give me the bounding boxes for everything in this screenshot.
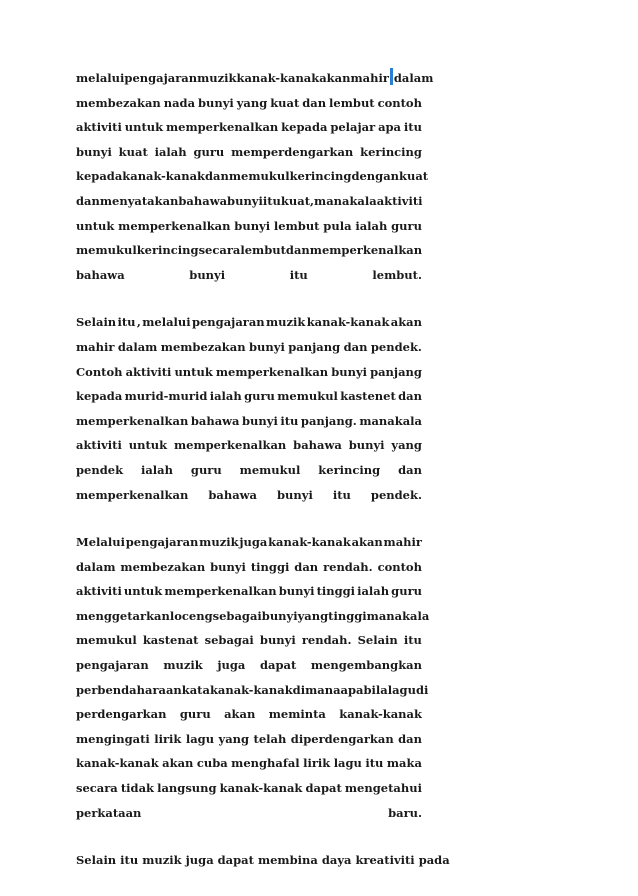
- word: yang: [391, 438, 422, 453]
- word: kerincing: [318, 462, 381, 477]
- word: guru: [391, 218, 422, 233]
- word: aktiviti: [376, 193, 423, 208]
- word: loceng: [169, 608, 213, 623]
- word: dapat: [217, 853, 254, 868]
- word: pelajar: [330, 120, 376, 135]
- word: kuat: [399, 169, 429, 184]
- text-line: [76, 360, 422, 385]
- word: kreativiti: [355, 853, 415, 868]
- word: kanak-kanak: [268, 535, 351, 550]
- word: Selain: [357, 633, 398, 648]
- word: pula: [323, 218, 352, 233]
- word: tinggi: [328, 608, 367, 623]
- word: juga: [217, 658, 246, 673]
- word: dapat: [305, 781, 342, 796]
- word: ialah: [140, 462, 173, 477]
- word: bunyi: [259, 633, 296, 648]
- word: kuat,: [280, 193, 315, 208]
- word: akan: [224, 707, 256, 722]
- word: yang: [297, 608, 329, 623]
- word: Selain: [76, 853, 117, 868]
- word: bahawa: [208, 487, 257, 502]
- word: akan: [351, 535, 383, 550]
- word: memukul: [239, 462, 301, 477]
- word: secara: [76, 781, 118, 796]
- word: perdengarkan: [76, 707, 167, 722]
- word: Selain: [76, 315, 117, 330]
- word: pengajaran: [125, 535, 199, 550]
- word: bunyi: [278, 584, 315, 599]
- word: memukul: [277, 389, 338, 404]
- word: untuk: [76, 218, 115, 233]
- word: contoh: [377, 559, 422, 574]
- word: dan: [285, 243, 310, 258]
- word: rendah.: [323, 559, 373, 574]
- text-line: [76, 214, 422, 239]
- word: manakala: [314, 193, 377, 208]
- word: mengingati: [76, 731, 150, 746]
- word: mahir: [76, 339, 115, 354]
- word: pendek.: [370, 339, 422, 354]
- word: Contoh: [76, 364, 123, 379]
- word: bunyi: [234, 218, 271, 233]
- word: pendek: [76, 462, 124, 477]
- word: lagu: [387, 682, 416, 697]
- word: itu: [117, 315, 136, 330]
- word: rendah.: [301, 633, 352, 648]
- word: manakala: [366, 608, 430, 623]
- word: dan: [398, 462, 422, 477]
- word: ialah: [355, 218, 388, 233]
- word: muzik: [265, 315, 306, 330]
- word: kastenat: [142, 633, 199, 648]
- word: daya: [321, 853, 352, 868]
- text-line: [76, 628, 422, 653]
- word: menghafal: [231, 756, 300, 771]
- word: memperkenalkan: [76, 487, 189, 502]
- word: pengajaran: [191, 315, 265, 330]
- word: lembut: [240, 243, 286, 258]
- word: membezakan: [160, 339, 246, 354]
- word: memukul: [76, 633, 137, 648]
- word: yang: [218, 731, 250, 746]
- word: pendek.: [370, 487, 422, 502]
- word: membezakan: [120, 559, 206, 574]
- word: dapat: [260, 658, 297, 673]
- word: memukul: [76, 243, 137, 258]
- word: kastenet: [340, 389, 396, 404]
- word: untuk: [128, 438, 168, 453]
- word: manakala: [359, 413, 422, 428]
- word: telah: [253, 731, 287, 746]
- word: bunyi: [76, 144, 112, 159]
- word: itu: [403, 120, 422, 135]
- word: Melalui: [76, 535, 125, 550]
- word: baru.: [388, 805, 422, 820]
- word: dan: [205, 169, 229, 184]
- word: akan: [319, 71, 351, 85]
- word: dan: [343, 339, 368, 354]
- word: bahawa: [178, 193, 228, 208]
- word: juga: [185, 853, 214, 868]
- word: memperkenalkan: [164, 584, 277, 599]
- word: itu: [120, 853, 139, 868]
- word: kuat: [118, 144, 148, 159]
- word: kuat: [270, 95, 300, 110]
- text-line: [76, 384, 422, 409]
- word: kerincing: [136, 243, 199, 258]
- word: meminta: [268, 707, 326, 722]
- text-line: [76, 140, 422, 165]
- word: ialah: [154, 144, 187, 159]
- word: memperkenalkan: [173, 438, 287, 453]
- text-line: [76, 433, 422, 458]
- word: itu: [280, 413, 299, 428]
- word: memperdengarkan: [231, 144, 354, 159]
- paragraph-1: [76, 66, 434, 287]
- text-line: [76, 115, 422, 140]
- word: aktiviti: [76, 584, 122, 599]
- word: menggetarkan: [76, 608, 170, 623]
- word: memukul: [228, 169, 290, 184]
- word: di: [292, 682, 306, 697]
- word: membezakan: [76, 95, 161, 110]
- word: kanak-kanak: [219, 781, 303, 796]
- word: dalam: [76, 559, 116, 574]
- word: menyatakan: [99, 193, 179, 208]
- text-line: [76, 555, 422, 580]
- text-line: [76, 310, 422, 335]
- word: kepada: [281, 120, 328, 135]
- word: bunyi: [331, 364, 368, 379]
- text-line: [76, 91, 422, 116]
- word: melalui: [142, 315, 191, 330]
- word: lagu: [333, 756, 362, 771]
- text-line: [76, 409, 422, 434]
- word: mahir: [383, 535, 422, 550]
- word: kepada: [76, 169, 123, 184]
- word: bunyi: [261, 608, 298, 623]
- word: guru: [244, 389, 275, 404]
- text-line: [76, 238, 422, 263]
- text-line: [76, 702, 422, 727]
- word: panjang: [370, 364, 422, 379]
- word: lembut: [329, 95, 375, 110]
- word: dan: [398, 389, 422, 404]
- word: akan: [162, 756, 194, 771]
- word: itu: [262, 193, 281, 208]
- word: kanak-kanak: [306, 315, 390, 330]
- word: itu: [289, 267, 308, 282]
- word: secara: [198, 243, 241, 258]
- paragraph-4: [76, 848, 450, 873]
- text-line: [76, 458, 422, 483]
- word: ialah: [357, 584, 390, 599]
- word: bunyi: [348, 438, 385, 453]
- word: guru: [179, 707, 211, 722]
- text-line: [76, 653, 422, 678]
- text-line: [76, 678, 429, 703]
- word: melalui: [76, 71, 125, 85]
- word: kerincing: [360, 144, 422, 159]
- word: maka: [386, 756, 422, 771]
- word: kepada: [76, 389, 123, 404]
- word: sebagai: [212, 608, 262, 623]
- word: perbendaharaan: [76, 682, 182, 697]
- word: sebagai: [204, 633, 254, 648]
- word: murid-murid: [124, 389, 208, 404]
- word: bahawa: [190, 413, 240, 428]
- word: akan: [390, 315, 422, 330]
- word: dan: [398, 731, 422, 746]
- word: apa: [378, 120, 402, 135]
- text-line: [76, 604, 430, 629]
- word: guru: [391, 584, 422, 599]
- word: nada: [163, 95, 196, 110]
- word: memperkenalkan: [165, 120, 279, 135]
- text-line: [76, 335, 422, 360]
- text-line: [76, 776, 422, 801]
- word: lembut.: [372, 267, 422, 282]
- word: itu: [332, 487, 351, 502]
- text-line: [76, 801, 422, 826]
- word: contoh: [377, 95, 422, 110]
- text-line: [76, 189, 422, 214]
- word: pengajaran: [76, 658, 149, 673]
- word: dan: [302, 95, 327, 110]
- word: bunyi: [277, 487, 313, 502]
- word: membina: [257, 853, 318, 868]
- word: kata: [181, 682, 210, 697]
- word: perkataan: [76, 805, 142, 820]
- word: diperdengarkan: [290, 731, 394, 746]
- paragraph-3: [76, 530, 430, 825]
- word: lirik: [303, 756, 331, 771]
- word: kanak-kanak: [209, 682, 293, 697]
- word: lirik: [154, 731, 182, 746]
- word: aktiviti: [76, 438, 122, 453]
- text-line: [76, 727, 422, 752]
- word: langsung: [157, 781, 217, 796]
- word: untuk: [174, 364, 213, 379]
- text-line: [76, 848, 450, 873]
- word: bunyi: [197, 95, 234, 110]
- word: bunyi: [189, 267, 226, 282]
- word: kerincing: [289, 169, 352, 184]
- text-line: [76, 579, 422, 604]
- word: mengembangkan: [310, 658, 422, 673]
- word: untuk: [123, 584, 163, 599]
- word: aktiviti: [125, 364, 172, 379]
- word: panjang.: [300, 413, 357, 428]
- text-line: [76, 263, 422, 288]
- word: dan: [294, 559, 319, 574]
- word: kanak-kanak: [339, 707, 422, 722]
- word: bahawa: [293, 438, 342, 453]
- text-line: [76, 751, 422, 776]
- word: dengan: [351, 169, 400, 184]
- word: kanak-kanak: [122, 169, 205, 184]
- text-line: [76, 164, 429, 189]
- word: mahir: [350, 66, 393, 91]
- word: guru: [193, 144, 225, 159]
- word: itu: [365, 756, 384, 771]
- word: mengetahui: [344, 781, 422, 796]
- word: bunyi: [210, 559, 246, 574]
- word: muzik: [199, 535, 239, 550]
- word: bunyi: [227, 193, 263, 208]
- word: tinggi: [250, 559, 290, 574]
- word: muzik: [197, 71, 237, 85]
- word: dalam: [393, 71, 434, 85]
- text-line: [76, 530, 422, 555]
- word: kanak-kanak: [236, 71, 320, 85]
- text-line: [76, 66, 434, 91]
- word: dan: [76, 193, 100, 208]
- word: lagu: [185, 731, 215, 746]
- word: memperkenalkan: [76, 413, 189, 428]
- word: dalam: [117, 339, 158, 354]
- word: kanak-kanak: [76, 756, 159, 771]
- word: mana: [305, 682, 341, 697]
- word: itu: [403, 633, 422, 648]
- word: muzik: [163, 658, 203, 673]
- text-cursor: [390, 68, 393, 85]
- word: di: [415, 682, 429, 697]
- paragraph-2: [76, 310, 422, 507]
- word: pengajaran: [124, 71, 198, 85]
- word: memperkenalkan: [309, 243, 423, 258]
- word: aktiviti: [76, 120, 122, 135]
- word: bunyi: [242, 413, 278, 428]
- word: ,: [136, 315, 141, 330]
- word: memperkenalkan: [118, 218, 231, 233]
- word: muzik: [142, 853, 182, 868]
- word: tidak: [120, 781, 155, 796]
- word: apabila: [340, 682, 388, 697]
- word: guru: [190, 462, 222, 477]
- word: memperkenalkan: [215, 364, 329, 379]
- word: yang: [236, 95, 268, 110]
- text-line: [76, 483, 422, 508]
- word: lembut: [273, 218, 320, 233]
- document-page[interactable]: [76, 66, 450, 896]
- word: bunyi: [249, 339, 285, 354]
- word: juga: [239, 535, 268, 550]
- word: bahawa: [76, 267, 125, 282]
- word: pada: [418, 853, 450, 868]
- word: panjang: [288, 339, 341, 354]
- word: ialah: [209, 389, 242, 404]
- word: cuba: [196, 756, 228, 771]
- word: untuk: [124, 120, 164, 135]
- word: tinggi: [316, 584, 356, 599]
